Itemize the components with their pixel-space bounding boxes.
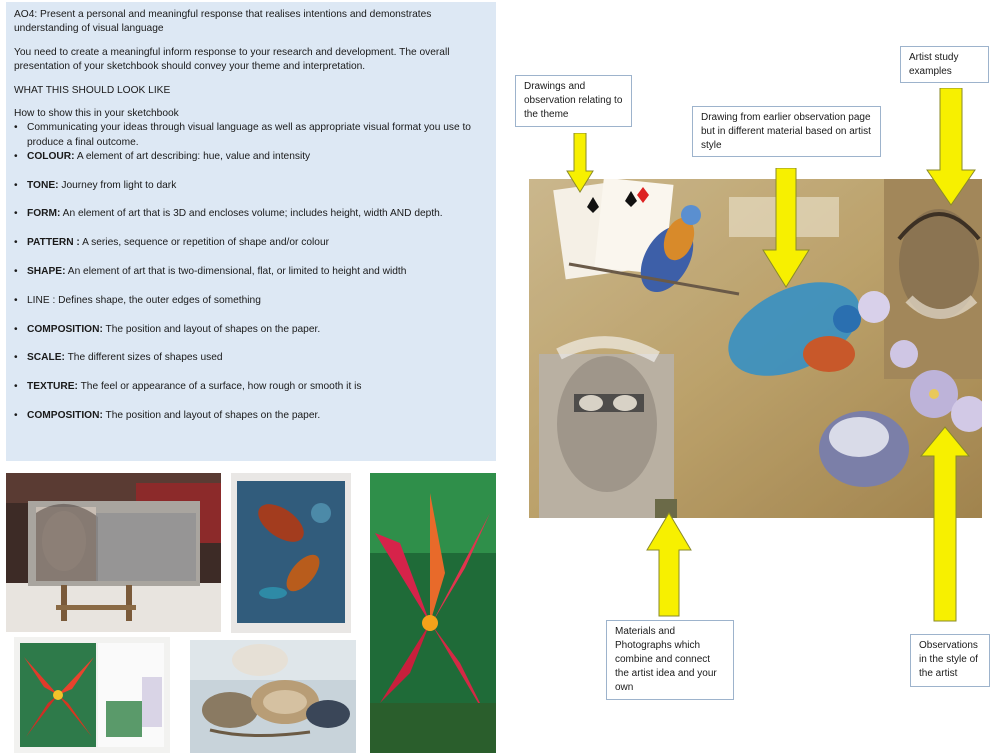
element-line: • LINE : Defines shape, the outer edges of something bbox=[14, 294, 488, 308]
elements-list bbox=[14, 179, 488, 424]
callout-artist-study: Artist study examples bbox=[900, 46, 989, 83]
element-composition: • COMPOSITION: The position and layout of shapes on the paper. bbox=[14, 323, 488, 337]
element-scale: • SCALE: The different sizes of shapes used bbox=[14, 351, 488, 365]
arrow-down-earlier-observation bbox=[762, 168, 810, 288]
arrow-up-observations bbox=[920, 426, 970, 622]
callout-materials: Materials and Photographs which combine and connect the artist idea and your own bbox=[606, 620, 734, 700]
arrow-up-materials bbox=[646, 512, 692, 617]
bullet-visual-language: • Communicating your ideas through visual language as well as appropriate visual format you use to produce a final outcome. bbox=[14, 121, 488, 150]
intro-text: You need to create a meaningful inform response to your research and development. The overall presentation of your sketchbook should convey your theme and interpretation. bbox=[14, 46, 450, 73]
photo-red-lily-painting bbox=[370, 473, 496, 753]
photo-koi-fish-painting bbox=[231, 473, 351, 633]
ao4-heading: AO4: Present a personal and meaningful response that realises intentions and demonstrates understanding of visual language bbox=[14, 9, 432, 35]
info-panel bbox=[6, 2, 496, 461]
element-shape: • SHAPE: An element of art that is two-dimensional, flat, or limited to height and width bbox=[14, 265, 488, 279]
how-list bbox=[14, 121, 488, 164]
element-composition-repeat: • COMPOSITION: The position and layout of shapes on the paper. bbox=[14, 409, 488, 423]
arrow-down-artist-study bbox=[926, 88, 976, 206]
how-heading: How to show this in your sketchbook bbox=[14, 108, 179, 120]
element-texture: • TEXTURE: The feel or appearance of a surface, how rough or smooth it is bbox=[14, 380, 488, 394]
photo-girl-painting-on-easel bbox=[6, 473, 221, 632]
element-pattern: • PATTERN : A series, sequence or repetition of shape and/or colour bbox=[14, 236, 488, 250]
element-form: • FORM: An element of art that is 3D and encloses volume; includes height, width AND depth. bbox=[14, 207, 488, 221]
callout-drawings: Drawings and observation relating to the theme bbox=[515, 75, 632, 127]
element-tone: • TONE: Journey from light to dark bbox=[14, 179, 488, 193]
callout-observations: Observations in the style of the artist bbox=[910, 634, 990, 687]
arrow-down-drawings bbox=[566, 133, 594, 193]
bullet-colour: • COLOUR: A element of art describing: hue, value and intensity bbox=[14, 150, 488, 164]
photo-flower-sketchbook bbox=[14, 637, 170, 753]
look-heading: WHAT THIS SHOULD LOOK LIKE bbox=[14, 84, 171, 96]
callout-earlier-observation: Drawing from earlier observation page but in different material based on artist style bbox=[692, 106, 881, 157]
photo-sketchbook-collage bbox=[529, 179, 982, 518]
photo-crab-shells-painting bbox=[190, 640, 356, 753]
